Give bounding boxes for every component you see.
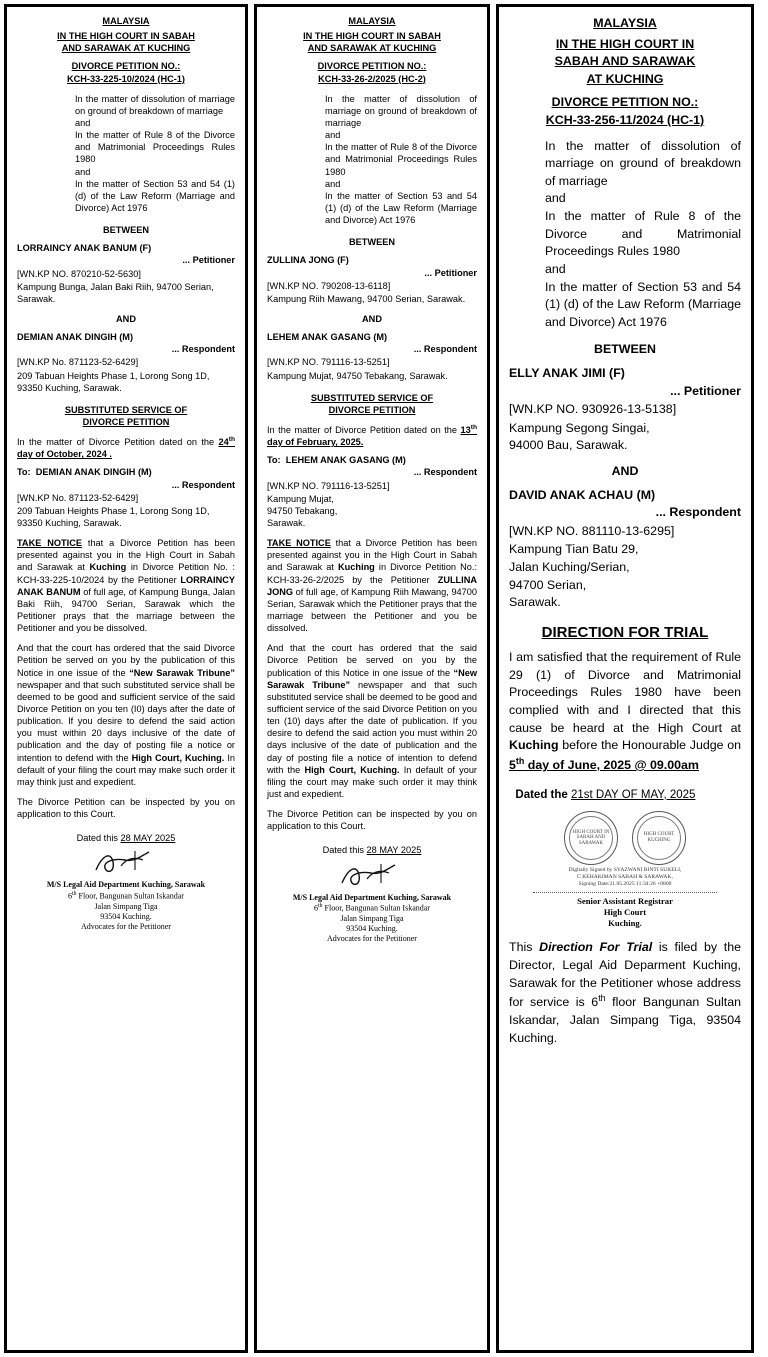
take-notice-paragraph (267, 537, 477, 634)
order-court: High Court, Kuching. (304, 764, 400, 775)
petitioner-address: Kampung Riih Mawang, 94700 Serian, Sarawak. (267, 293, 466, 304)
take-notice-body2: in Divorce Petition No.: KCH-33-26-2/2025 by the Petitioner (267, 562, 477, 585)
seal-right-text: HIGH COURT KUCHING (643, 832, 675, 843)
high-court-sabah-sarawak-seal-icon (564, 811, 618, 865)
between-label: BETWEEN (349, 237, 395, 248)
section-heading-line2: DIVORCE PETITION (328, 404, 416, 415)
petition-number: KCH-33-26-2/2025 (HC-2) (318, 73, 426, 84)
respondent-ic: [WN.KP NO. 791116-13-5251] (267, 357, 390, 368)
signature-block (17, 848, 235, 931)
country-heading: MALAYSIA (593, 16, 657, 30)
digital-signature-line: Digitally Signed by SYAZWANI BINTI SUKELI, (568, 866, 682, 873)
digital-signature-line: Signing Date:21.05.2025 11:34:26 +0800 (578, 880, 672, 887)
dated-value: 28 MAY 2025 (120, 833, 176, 844)
petitioner-ic: [WN.KP NO. 790208-13-6118] (267, 280, 391, 291)
petitioner-role: ... Petitioner (182, 255, 235, 266)
intro-date-day: 13 (460, 425, 471, 435)
petition-number: KCH-33-256-11/2024 (HC-1) (545, 113, 705, 128)
respondent-name: LEHEM ANAK GASANG (M) (267, 332, 388, 343)
take-notice-petitioner: LORRAINCY ANAK BANUM (17, 574, 235, 597)
notice-column-1 (4, 4, 248, 1353)
filing-pre: This (509, 940, 540, 955)
take-notice-body: that a Divorce Petition has been presented against you in the High Court in Sabah and Sarawak at (267, 538, 477, 573)
order-body1: And that the court has ordered that the said Divorce Petition be served on you by the publication of this Notice in one issue of the (17, 643, 235, 678)
addressee-role: ... Respondent (413, 467, 477, 478)
respondent-address: Kampung Tian Batu 29, Jalan Kuching/Serian, 94700 Serian, Sarawak. (509, 542, 639, 610)
matter-item: and (75, 166, 91, 177)
dated-value: 28 MAY 2025 (366, 845, 422, 856)
order-body3: In default of your filing the court may make such order it may think just and expedient. (267, 764, 477, 799)
dated-line (17, 832, 235, 844)
direction-body-pre: I am satisfied that the requirement of Rule 29 (1) of Divorce and Matrimonial Proceedings Rules 1980 have been complied with and I directed that this cause be heard at the High Court at (509, 650, 741, 735)
order-body2: newspaper and that such substituted service shall be deemed to be good and sufficient service of the said Divorce Petition on you ten (I0) days after the date of publication. If you desire to defend the said action you must within 20 days inclusive of the date of publication and the day of posting file a notice or intention to defend with the (17, 679, 235, 763)
and-label: AND (116, 313, 136, 324)
court-heading-line2: SABAH AND SARAWAK (554, 54, 696, 69)
dated-value: 21st DAY OF MAY, 2025 (571, 788, 696, 801)
dated-label: Dated this (322, 845, 364, 856)
petition-label: DIVORCE PETITION NO.: (317, 61, 427, 72)
court-heading-line3: AT KUCHING (586, 71, 664, 86)
order-paragraph (267, 642, 477, 800)
digital-signature-line: C KEHAKIMAN SABAH & SARAWAK, (577, 873, 673, 880)
dated-label: Dated the (515, 788, 568, 801)
hearing-date-suffix: th (515, 755, 525, 766)
addressee-ic: [WN.KP No. 871123-52-6429] (17, 492, 139, 503)
take-notice-court: Kuching (338, 562, 375, 573)
matter-item: and (75, 117, 91, 128)
matter-item: and (545, 191, 566, 206)
petition-date-intro (267, 424, 477, 448)
firm-role-line: Advocates for the Petitioner (81, 921, 171, 931)
respondent-role: ... Respondent (413, 344, 477, 355)
intro-date-rest: day of October, 2024 . (17, 449, 112, 460)
inspection-paragraph: The Divorce Petition can be inspected by you on application to this Court. (267, 809, 477, 832)
petitioner-name: ELLY ANAK JIMI (F) (509, 365, 625, 380)
intro-prefix: In the matter of Divorce Petition dated on the (17, 437, 215, 448)
digital-signature-text (509, 867, 741, 888)
notice-column-2 (254, 4, 490, 1353)
law-firm-name: M/S Legal Aid Department Kuching, Sarawak (46, 880, 206, 890)
respondent-address: 209 Tabuan Heights Phase 1, Lorong Song 1D, 93350 Kuching, Sarawak. (17, 370, 210, 393)
petitioner-name: ZULLINA JONG (F) (267, 255, 349, 266)
matter-item: In the matter of dissolution of marriage on ground of breakdown of marriage (75, 93, 235, 116)
intro-date-suffix: th (470, 423, 477, 431)
take-notice-body: that a Divorce Petition has been presented against you in the High Court in Sabah and Sarawak at (17, 538, 235, 573)
matter-item: In the matter of dissolution of marriage on ground of breakdown of marriage (545, 138, 741, 188)
section-heading (17, 404, 235, 428)
petitioner-name: LORRAINCY ANAK BANUM (F) (17, 243, 152, 254)
take-notice-body3: of full age, of Kampung Bunga, Jalan Baki Riih, 94700 Serian, Sarawak which the Petitioner prays that the marriage between the Petitioner and you be dissolved. (17, 586, 236, 634)
registrar-block (509, 896, 741, 930)
direction-for-trial-column (496, 4, 754, 1353)
addressee-ic: [WN.KP NO. 791116-13-5251] (267, 480, 390, 491)
inspection-paragraph: The Divorce Petition can be inspected by you on application to this Court. (17, 796, 235, 820)
country-heading: MALAYSIA (102, 16, 150, 26)
petitioner-role: ... Petitioner (424, 267, 477, 278)
petitioner-address: Kampung Segong Singai, 94000 Bau, Sarawak. (509, 420, 650, 453)
matter-item: In the matter of Section 53 and 54 (1) (d) of the Law Reform (Marriage and Divorce) Act 1976 (545, 279, 741, 329)
take-notice-label: TAKE NOTICE (267, 538, 331, 549)
to-label: To: (17, 467, 31, 478)
respondent-role: ... Respondent (171, 344, 235, 355)
court-heading-line2: AND SARAWAK AT KUCHING (61, 43, 191, 54)
order-body3: In default of your filing the court may make such order it may think just and expedient. (17, 752, 235, 787)
section-heading-line2: DIVORCE PETITION (82, 416, 170, 427)
direction-title: DIRECTION FOR TRIAL (541, 623, 709, 641)
petition-label: DIVORCE PETITION NO.: (551, 95, 699, 110)
matter-item: In the matter of Rule 8 of the Divorce and Matrimonial Proceedings Rules 1980 (545, 209, 741, 259)
dated-line (267, 844, 477, 856)
and-label: AND (362, 313, 382, 324)
matter-item: In the matter of Section 53 and 54 (1) (d) of the Law Reform (Marriage and Divorce) Act 1976 (325, 190, 477, 226)
law-firm-address (267, 903, 477, 944)
matter-item: and (325, 130, 341, 141)
petitioner-ic: [WN.KP NO. 870210-52-5630] (17, 268, 141, 279)
firm-address-line: Jalan Simpang Tiga (340, 913, 404, 923)
firm-address-line: 93504 Kuching. (100, 911, 152, 921)
section-heading-line1: SUBSTITUTED SERVICE OF (310, 392, 434, 403)
filing-sup: th (598, 993, 606, 1004)
direction-body-mid: before the Honourable Judge on (558, 738, 741, 753)
order-newspaper: “New Sarawak Tribune” (267, 667, 477, 690)
registrar-title: Senior Assistant Registrar (577, 895, 673, 906)
signature-icon (91, 848, 161, 878)
take-notice-body3: of full age, of Kampung Riih Mawang, 94700 Serian, Sarawak which the Petitioner prays that the marriage between the Petitioner and you be dissolved. (267, 586, 477, 634)
court-heading-line1: IN THE HIGH COURT IN (555, 36, 695, 51)
court-heading-line1: IN THE HIGH COURT IN SABAH (57, 31, 195, 42)
firm-address-line: 93504 Kuching. (346, 923, 398, 933)
respondent-role: ... Respondent (655, 505, 741, 520)
direction-court: Kuching (509, 738, 559, 753)
petition-date-intro (17, 436, 235, 460)
signature-icon (337, 861, 407, 891)
order-body1: And that the court has ordered that the said Divorce Petition be served on you by the publication of this Notice in one issue of the (267, 643, 477, 678)
between-label: BETWEEN (594, 342, 656, 357)
take-notice-body2: in Divorce Petition No. : KCH-33-225-10/2024 by the Petitioner (17, 562, 235, 585)
take-notice-court: Kuching (89, 562, 127, 573)
order-court: High Court, Kuching. (131, 752, 225, 763)
court-heading-line2: AND SARAWAK AT KUCHING (307, 43, 437, 54)
section-heading (267, 392, 477, 416)
signature-block (267, 861, 477, 944)
addressee-name: DEMIAN ANAK DINGIH (M) (35, 467, 152, 478)
signature-divider (533, 892, 717, 893)
order-newspaper: “New Sarawak Tribune” (129, 667, 235, 678)
firm-address-line: 6th Floor, Bangunan Sultan Iskandar (314, 903, 430, 913)
respondent-name: DAVID ANAK ACHAU (M) (509, 487, 656, 502)
addressee-line (267, 454, 477, 466)
country-heading: MALAYSIA (348, 16, 396, 26)
registrar-location: Kuching. (608, 918, 642, 929)
matter-block (17, 93, 235, 214)
firm-address-line: 6th Floor, Bangunan Sultan Iskandar (68, 890, 184, 901)
dated-label: Dated this (76, 833, 118, 844)
addressee-role: ... Respondent (171, 479, 235, 490)
order-paragraph (17, 642, 235, 788)
matter-block (509, 138, 741, 332)
hearing-date-rest: day of June, 2025 @ 09.00am (524, 757, 699, 772)
matter-item: In the matter of Rule 8 of the Divorce and Matrimonial Proceedings Rules 1980 (325, 142, 477, 177)
filing-body: is filed by the Director, Legal Aid Deparment Kuching, Sarawak for the Petitioner whose address for service is 6 (509, 940, 741, 1010)
law-firm-address (17, 891, 235, 932)
addressee-address: 209 Tabuan Heights Phase 1, Lorong Song 1D, 93350 Kuching, Sarawak. (17, 505, 210, 528)
to-label: To: (267, 455, 281, 466)
intro-date-day: 24 (218, 437, 229, 448)
direction-body (509, 649, 741, 774)
petition-number: KCH-33-225-10/2024 (HC-1) (67, 73, 185, 84)
take-notice-paragraph (17, 537, 235, 634)
respondent-name: DEMIAN ANAK DINGIH (M) (17, 332, 134, 343)
between-label: BETWEEN (103, 225, 149, 236)
filing-tail: floor Bangunan Sultan Iskandar, Jalan Simpang Tiga, 93504 Kuching. (509, 995, 741, 1045)
filing-title: Direction For Trial (539, 940, 653, 955)
firm-address-line: Jalan Simpang Tiga (94, 901, 158, 911)
take-notice-petitioner: ZULLINA JONG (267, 574, 477, 597)
addressee-line (17, 466, 235, 478)
respondent-address: Kampung Mujat, 94750 Tebakang, Sarawak. (267, 370, 448, 381)
intro-prefix: In the matter of Divorce Petition dated on the (267, 425, 457, 435)
hearing-date-day: 5 (509, 757, 516, 772)
matter-item: and (545, 261, 566, 276)
high-court-kuching-seal-icon (632, 811, 686, 865)
section-heading-line1: SUBSTITUTED SERVICE OF (64, 404, 188, 415)
matter-item: In the matter of dissolution of marriage on ground of breakdown of marriage (325, 93, 477, 128)
intro-date-suffix: th (228, 436, 235, 444)
petition-label: DIVORCE PETITION NO.: (71, 61, 181, 72)
firm-role-line: Advocates for the Petitioner (327, 933, 417, 943)
take-notice-label: TAKE NOTICE (17, 538, 82, 549)
matter-item: In the matter of Rule 8 of the Divorce and Matrimonial Proceedings Rules 1980 (75, 130, 235, 165)
court-heading-line1: IN THE HIGH COURT IN SABAH (303, 31, 441, 42)
seal-left-text: HIGH COURT IN SABAH AND SARAWAK (572, 829, 610, 846)
petitioner-role: ... Petitioner (670, 383, 741, 398)
and-label: AND (611, 464, 639, 479)
respondent-ic: [WN.KP No. 871123-52-6429] (17, 357, 139, 368)
filing-paragraph (509, 939, 741, 1047)
matter-item: and (325, 178, 341, 189)
order-body2: newspaper and that such substituted service shall be deemed to be good and sufficient service of the said Divorce Petition on you ten (10) days after the date of publication. If you desire to defend the said action you must within 20 days inclusive of the date of publication and the day of posting file a notice of intention to defend with the (267, 679, 477, 775)
respondent-ic: [WN.KP NO. 881110-13-6295] (509, 523, 675, 538)
law-firm-name: M/S Legal Aid Department Kuching, Sarawak (292, 892, 452, 902)
petitioner-ic: [WN.KP NO. 930926-13-5138] (509, 402, 677, 417)
registrar-court: High Court (603, 907, 647, 918)
addressee-name: LEHEM ANAK GASANG (M) (285, 455, 406, 466)
petitioner-address: Kampung Bunga, Jalan Baki Riih, 94700 Serian, Sarawak. (17, 281, 214, 304)
matter-block (267, 93, 477, 227)
court-seals (509, 811, 741, 865)
addressee-address: Kampung Mujat, 94750 Tebakang, Sarawak. (267, 493, 338, 528)
dated-line (509, 787, 741, 803)
matter-item: In the matter of Section 53 and 54 (1) (d) of the Law Reform (Marriage and Divorce) Act 1976 (75, 178, 235, 213)
intro-date-rest: day of February, 2025. (267, 437, 364, 448)
